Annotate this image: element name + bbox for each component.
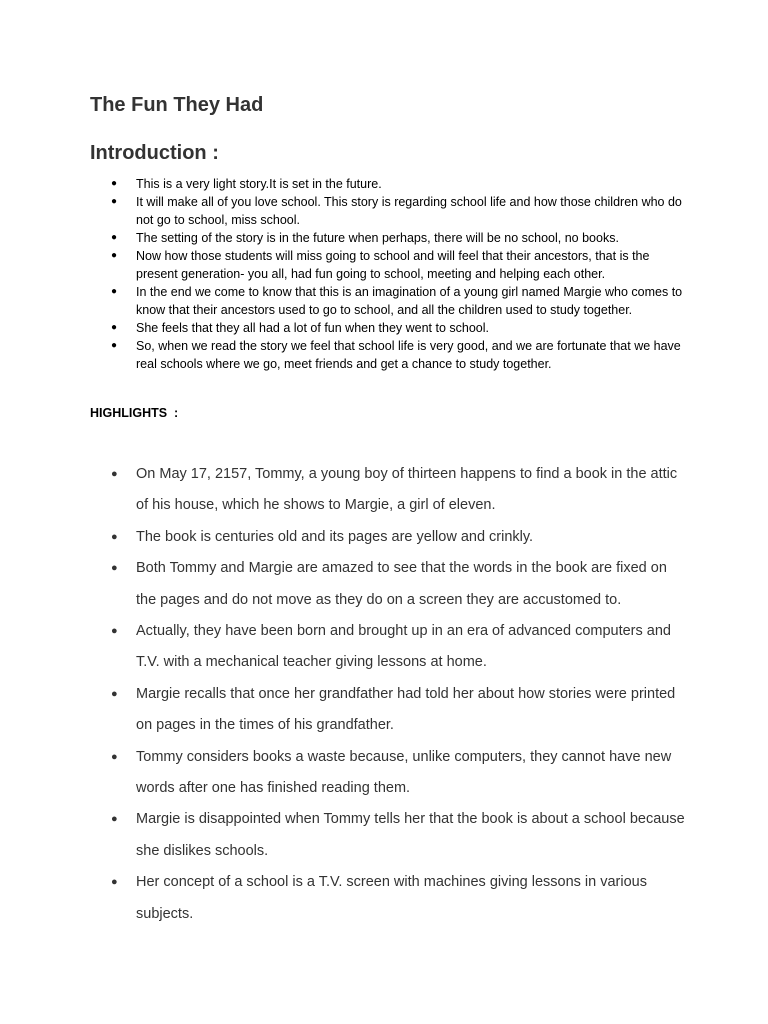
bullet-icon: ● [111,286,118,297]
highlight-item-text: Actually, they have been born and brought up in an era of advanced computers and T.V. with a mechanical teacher giving lessons at home. [136,623,671,671]
introduction-list [90,175,690,373]
bullet-icon: ● [111,178,118,189]
bullet-icon: ● [111,813,118,826]
introduction-item [90,229,690,247]
bullet-icon: ● [111,468,118,480]
introduction-item [90,337,690,373]
bullet-icon: ● [111,232,118,243]
highlight-item [90,804,690,867]
bullet-icon: ● [111,625,118,638]
introduction-item [90,193,690,229]
highlight-item-text: On May 17, 2157, Tommy, a young boy of thirteen happens to find a book in the attic of his house, which he shows to Margie, a girl of eleven. [136,466,678,514]
introduction-heading: Introduction : [90,142,219,164]
highlight-item-text: The book is centuries old and its pages are yellow and crinkly. [136,528,534,545]
document-title: The Fun They Had [90,94,264,116]
highlight-item [90,742,690,805]
bullet-icon: ● [111,322,118,333]
bullet-icon: ● [111,340,118,351]
bullet-icon: ● [111,530,118,543]
introduction-item-text: So, when we read the story we feel that school life is very good, and we are fortunate that we have real schools where we go, meet friends and get a chance to study together. [136,339,681,371]
introduction-item [90,175,690,193]
bullet-icon: ● [111,750,118,763]
bullet-icon: ● [111,687,118,700]
highlight-item [90,522,690,553]
highlight-item [90,616,690,679]
highlight-item-text: Both Tommy and Margie are amazed to see that the words in the book are fixed on the pages and do not move as they do on a screen they are accustomed to. [136,560,667,608]
bullet-icon: ● [111,876,118,889]
highlights-heading: HIGHLIGHTS : [90,406,179,420]
highlight-item [90,553,690,616]
introduction-item-text: It will make all of you love school. This story is regarding school life and how those children who do not go to school, miss school. [136,195,682,227]
introduction-item [90,247,690,283]
highlight-item-text: Margie is disappointed when Tommy tells her that the book is about a school because she dislikes schools. [136,811,685,859]
introduction-item-text: In the end we come to know that this is an imagination of a young girl named Margie who comes to know that their ancestors used to go to school, and all the children used to study together. [136,285,683,317]
highlight-item-text: Her concept of a school is a T.V. screen with machines giving lessons in various subjects. [136,874,647,922]
highlight-item-text: Tommy considers books a waste because, unlike computers, they cannot have new words after one has finished reading them. [136,748,672,797]
introduction-item-text: This is a very light story.It is set in the future. [136,177,382,191]
highlight-item [90,867,690,930]
highlight-item-text: Margie recalls that once her grandfather had told her about how stories were printed on pages in the times of his grandfather. [136,685,676,734]
introduction-item-text: She feels that they all had a lot of fun when they went to school. [136,321,490,335]
bullet-icon: ● [111,196,118,207]
bullet-icon: ● [111,562,118,575]
introduction-item [90,283,690,319]
highlights-list [90,459,690,930]
introduction-item-text: The setting of the story is in the future when perhaps, there will be no school, no books. [136,231,619,245]
introduction-item-text: Now how those students will miss going to school and will feel that their ancestors, that is the present generation- you all, had fun going to school, meeting and helping each other. [136,249,650,281]
highlight-item [90,459,690,522]
highlight-item [90,679,690,742]
introduction-item [90,319,690,337]
bullet-icon: ● [111,250,118,261]
